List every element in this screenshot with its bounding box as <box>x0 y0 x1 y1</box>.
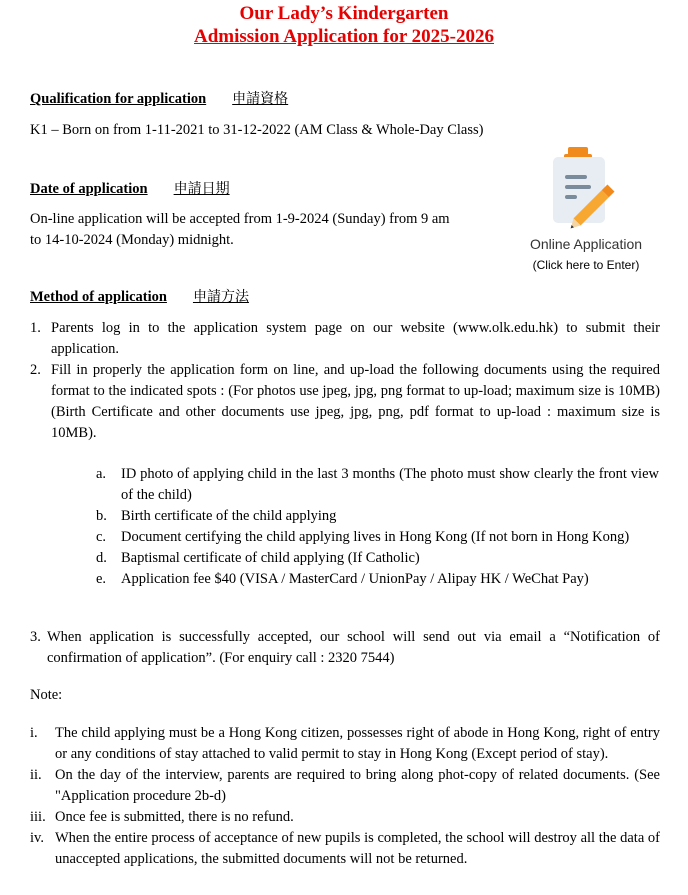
method-step <box>30 627 660 669</box>
document-text: Birth certificate of the child applying <box>121 508 337 524</box>
method-heading <box>30 286 249 306</box>
document-item <box>96 464 659 506</box>
qualification-heading-text: Qualification for application <box>30 91 207 107</box>
note-number: i. <box>30 725 38 741</box>
step-text: When application is successfully accepted, our school will send out via email a “Notification of confirmation of application”. (For enquiry call : 2320 7544) <box>47 629 660 666</box>
date-heading-cjk: 申請日期 <box>173 181 230 197</box>
date-heading-text: Date of application <box>30 181 148 197</box>
method-step <box>30 318 660 360</box>
note-text: Once fee is submitted, there is no refund. <box>55 809 294 825</box>
method-steps-list <box>30 318 660 444</box>
note-text: On the day of the interview, parents are required to bring along phot-copy of related documents. (See "Application procedure 2b-d) <box>55 767 660 804</box>
qualification-heading <box>30 88 288 108</box>
document-text: Document certifying the child applying lives in Hong Kong (If not born in Hong Kong) <box>121 529 630 545</box>
note-item <box>30 765 660 807</box>
qualification-text: K1 – Born on from 1-11-2021 to 31-12-2022 (AM Class & Whole-Day Class) <box>30 122 484 138</box>
document-item <box>96 548 659 569</box>
date-line-1: On-line application will be accepted from 1-9-2024 (Sunday) from 9 am <box>30 211 450 227</box>
method-step <box>30 360 660 444</box>
step-text: Parents log in to the application system page on our website (www.olk.edu.hk) to submit their application. <box>51 320 660 357</box>
admission-title: Admission Application for 2025-2026 <box>194 26 494 47</box>
clipboard-pencil-icon <box>546 147 626 229</box>
qualification-heading-cjk: 申請資格 <box>232 91 289 107</box>
online-application-link[interactable] <box>522 147 650 272</box>
note-item <box>30 828 660 870</box>
date-heading <box>30 178 230 198</box>
document-letter: a. <box>96 466 107 482</box>
step-number: 3. <box>30 629 41 645</box>
document-item <box>96 527 659 548</box>
document-letter: d. <box>96 550 107 566</box>
online-application-label[interactable]: Online Application <box>529 236 643 252</box>
document-text: Baptismal certificate of child applying (If Catholic) <box>121 550 420 566</box>
date-line-2: to 14-10-2024 (Monday) midnight. <box>30 232 234 248</box>
documents-list <box>96 464 659 590</box>
step-number: 1. <box>30 320 41 336</box>
school-name-title: Our Lady’s Kindergarten <box>239 3 449 24</box>
document-item <box>96 506 659 527</box>
note-text: When the entire process of acceptance of new pupils is completed, the school will destroy all the data of unaccepted applications, the submitted documents will not be returned. <box>55 830 660 867</box>
document-item <box>96 569 659 590</box>
note-item <box>30 807 660 828</box>
note-number: ii. <box>30 767 42 783</box>
note-number: iii. <box>30 809 46 825</box>
document-text: Application fee $40 (VISA / MasterCard / UnionPay / Alipay HK / WeChat Pay) <box>121 571 589 587</box>
online-application-sublabel[interactable]: (Click here to Enter) <box>532 258 640 272</box>
document-letter: c. <box>96 529 107 545</box>
document-text: ID photo of applying child in the last 3 months (The photo must show clearly the front view of the child) <box>121 466 659 503</box>
step-text: Fill in properly the application form on line, and up-load the following documents using the required format to the indicated spots : (For photos use jpeg, jpg, png format to up-load; maximum size is 10MB) (Birth Certificate and other documents use jpeg, jpg, png, pdf format to up-load : maximum size is 10MB). <box>51 362 660 441</box>
document-letter: b. <box>96 508 107 524</box>
notes-list <box>30 723 660 870</box>
note-item <box>30 723 660 765</box>
note-text: The child applying must be a Hong Kong citizen, possesses right of abode in Hong Kong, right of entry or any conditions of stay attached to valid permit to stay in Hong Kong (Except period of stay). <box>55 725 660 762</box>
step-number: 2. <box>30 362 41 378</box>
note-heading: Note: <box>30 687 63 703</box>
method-heading-text: Method of application <box>30 289 167 305</box>
document-letter: e. <box>96 571 107 587</box>
note-number: iv. <box>30 830 44 846</box>
method-step-3 <box>30 627 660 669</box>
method-heading-cjk: 申請方法 <box>192 289 249 305</box>
